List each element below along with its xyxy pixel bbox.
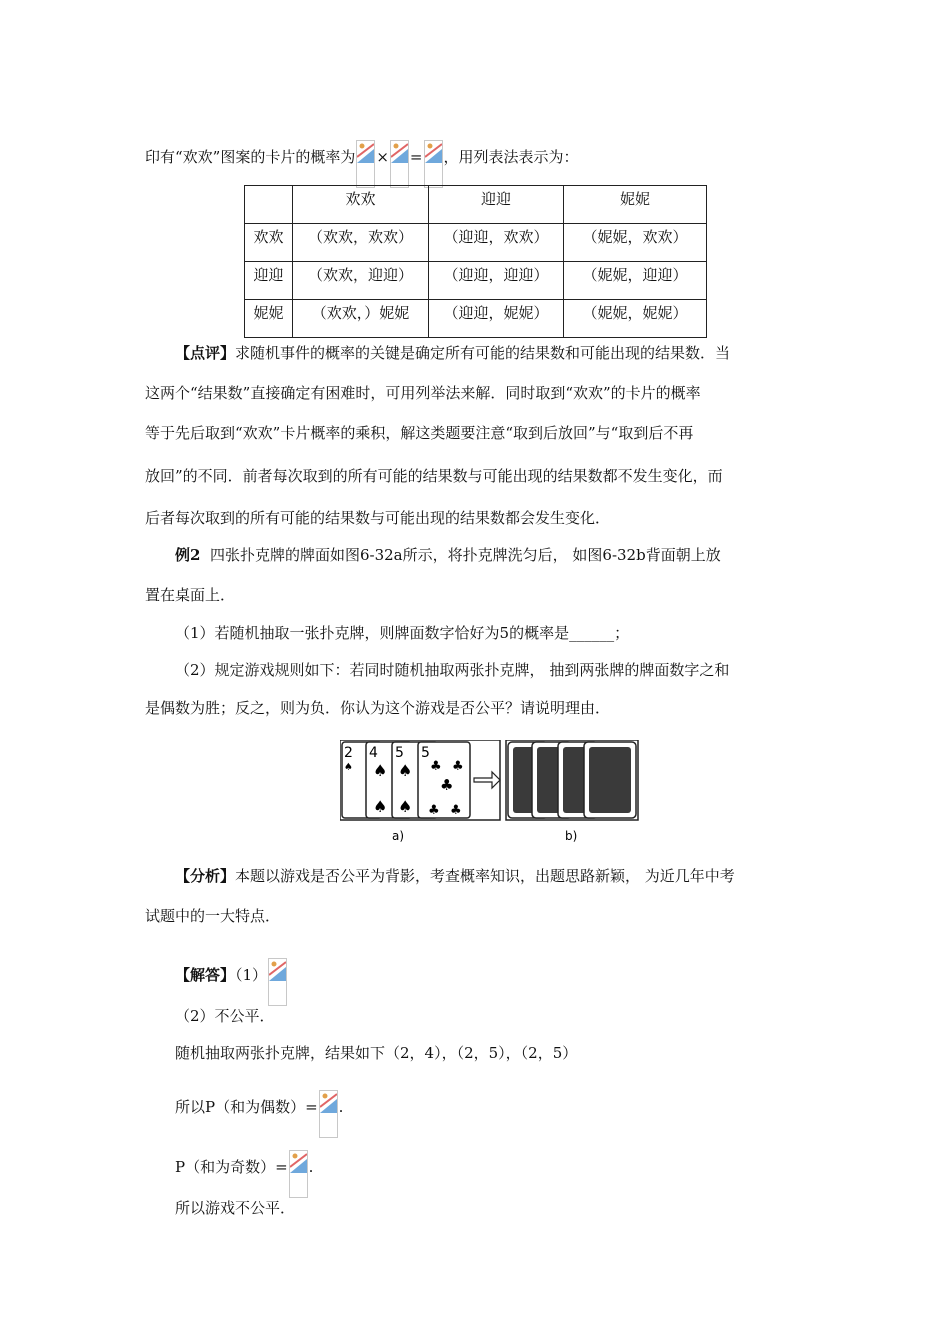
analysis-line: 试题中的一大特点． <box>145 907 281 925</box>
table-cell: （妮妮，欢欢） <box>564 224 707 262</box>
svg-text:♠: ♠ <box>398 797 413 816</box>
p-odd-line <box>175 1150 313 1198</box>
figure-label-a: a) <box>392 829 405 843</box>
outcome-table <box>244 185 707 338</box>
table-cell: （迎迎，迎迎） <box>429 262 564 300</box>
answer-part-2: （2）不公平． <box>175 1007 275 1025</box>
comment-text: 求随机事件的概率的关键是确定所有可能的结果数和可能出现的结果数．当 <box>235 344 731 362</box>
table-header-row <box>245 186 707 224</box>
table-header-cell <box>245 186 293 224</box>
question-2-cont: 是偶数为胜；反之，则为负．你认为这个游戏是否公平？请说明理由． <box>145 699 611 717</box>
p-odd-text: P（和为奇数）= <box>175 1158 288 1176</box>
fraction-image-icon <box>390 140 409 188</box>
answer-line <box>175 958 288 1006</box>
table-cell: （欢欢，欢欢） <box>293 224 429 262</box>
example-line: 置在桌面上． <box>145 586 236 604</box>
p-even-line <box>175 1090 343 1138</box>
fraction-image-icon <box>268 958 287 1006</box>
table-cell: 欢欢 <box>245 224 293 262</box>
svg-text:♠: ♠ <box>344 762 353 773</box>
table-cell: 迎迎 <box>245 262 293 300</box>
period: . <box>308 1158 314 1176</box>
p-even-text: 所以P（和为偶数）= <box>175 1098 318 1116</box>
analysis-label: 【分析】 <box>175 867 236 885</box>
playing-cards-figure <box>340 740 640 845</box>
table-row <box>245 224 707 262</box>
comment-label: 【点评】 <box>175 344 236 362</box>
answer-draw-line: 随机抽取两张扑克牌，结果如下（2，4），（2，5），（2，5） <box>175 1044 578 1062</box>
svg-text:♣: ♣ <box>450 803 462 818</box>
table-cell: （欢欢，）妮妮 <box>293 300 429 338</box>
table-cell: （迎迎，妮妮） <box>429 300 564 338</box>
conclusion: 所以游戏不公平． <box>175 1199 296 1217</box>
times-sign: × <box>376 148 389 166</box>
answer-part-1: （1） <box>235 966 268 984</box>
svg-text:♣: ♣ <box>428 803 440 818</box>
intro-text-after: ，用列表法表示为： <box>443 148 579 166</box>
svg-text:♣: ♣ <box>440 776 454 794</box>
table-cell: 妮妮 <box>245 300 293 338</box>
example-line <box>175 545 721 565</box>
table-cell: （妮妮，迎迎） <box>564 262 707 300</box>
table-cell: （欢欢，迎迎） <box>293 262 429 300</box>
comment-line <box>175 343 730 363</box>
table-row <box>245 262 707 300</box>
comment-line: 后者每次取到的所有可能的结果数与可能出现的结果数都会发生变化． <box>145 509 611 527</box>
table-header-cell: 妮妮 <box>564 186 707 224</box>
svg-text:♠: ♠ <box>373 797 388 816</box>
comment-line: 这两个“结果数”直接确定有困难时，可用列举法来解．同时取到“欢欢”的卡片的概率 <box>145 384 701 402</box>
example-text: 四张扑克牌的牌面如图6-32a所示，将扑克牌洗匀后， 如图6-32b背面朝上放 <box>209 546 721 564</box>
fraction-image-icon <box>289 1150 308 1198</box>
card-rank: 5 <box>421 745 430 761</box>
table-row <box>245 300 707 338</box>
svg-text:♠: ♠ <box>373 761 388 780</box>
answer-label: 【解答】 <box>175 966 236 984</box>
table-header-cell: 迎迎 <box>429 186 564 224</box>
card-face <box>418 742 470 818</box>
figure-label-b: b) <box>565 829 578 843</box>
equals-sign: = <box>409 148 423 166</box>
comment-line: 等于先后取到“欢欢”卡片概率的乘积，解这类题要注意“取到后放回”与“取到后不再 <box>145 424 694 442</box>
intro-text: 印有“欢欢”图案的卡片的概率为 <box>145 148 356 166</box>
svg-text:♣: ♣ <box>430 759 442 774</box>
fraction-image-icon <box>424 140 443 188</box>
comment-line: 放回”的不同．前者每次取到的所有可能的结果数与可能出现的结果数都不发生变化，而 <box>145 467 723 485</box>
analysis-line <box>175 866 735 886</box>
table-cell: （迎迎，欢欢） <box>429 224 564 262</box>
intro-line <box>145 140 579 188</box>
card-rank: 5 <box>395 745 404 761</box>
table-cell: （妮妮，妮妮） <box>564 300 707 338</box>
table-header-cell: 欢欢 <box>293 186 429 224</box>
fraction-image-icon <box>356 140 375 188</box>
example-label: 例2 <box>175 546 201 564</box>
period: . <box>338 1098 344 1116</box>
card-back <box>584 742 636 818</box>
card-rank: 2 <box>344 745 353 761</box>
fraction-image-icon <box>319 1090 338 1138</box>
svg-text:♠: ♠ <box>398 761 413 780</box>
analysis-text: 本题以游戏是否公平为背影，考查概率知识，出题思路新颖， 为近几年中考 <box>235 867 735 885</box>
svg-text:♣: ♣ <box>452 759 464 774</box>
question-2: （2）规定游戏规则如下：若同时随机抽取两张扑克牌， 抽到两张牌的牌面数字之和 <box>175 661 730 679</box>
card-rank: 4 <box>369 745 378 761</box>
question-1: （1）若随机抽取一张扑克牌，则牌面数字恰好为5的概率是______； <box>175 624 630 642</box>
